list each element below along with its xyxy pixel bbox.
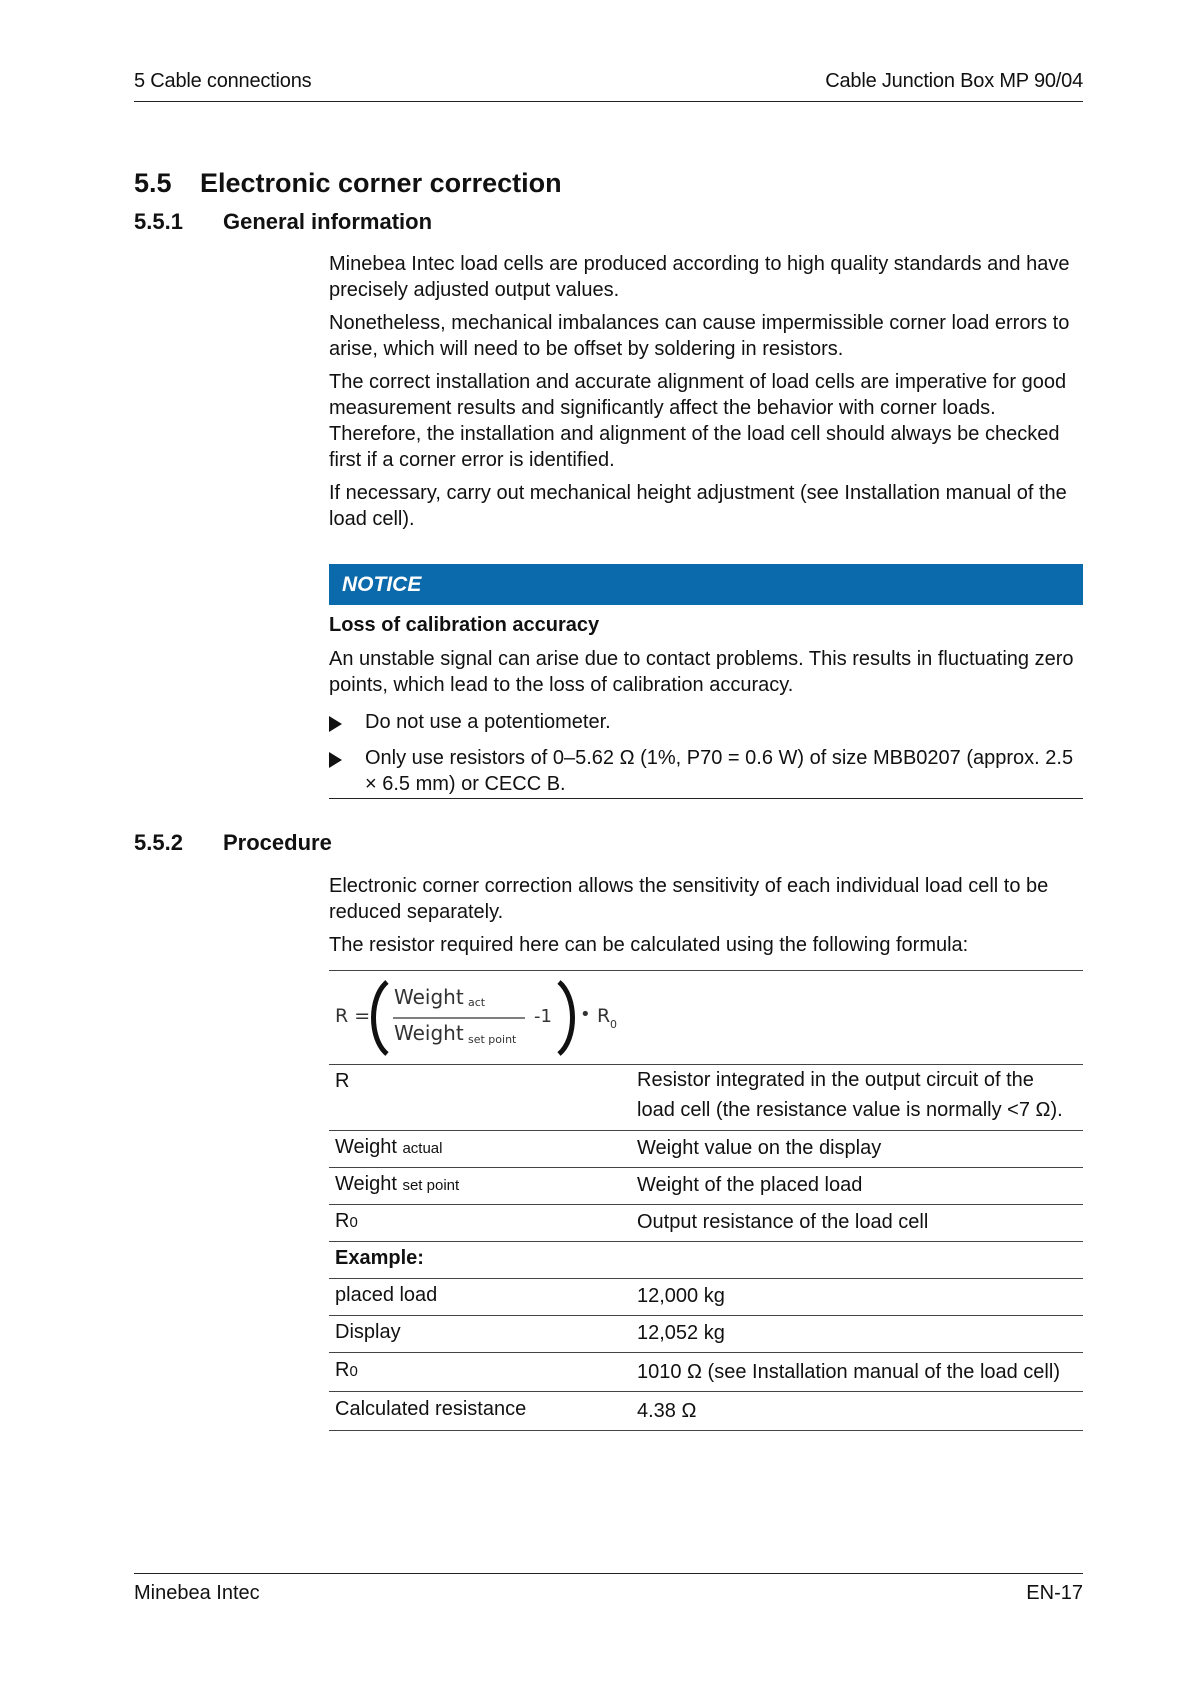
table-row xyxy=(329,1064,1083,1130)
formula-r-sub: 0 xyxy=(610,1018,617,1031)
example-value: 1010 Ω (see Installation manual of the load cell) xyxy=(637,1361,1060,1383)
table-row xyxy=(329,1167,1083,1204)
triangle-bullet-icon xyxy=(329,752,342,768)
notice-text: An unstable signal can arise due to contact problems. This results in fluctuating zero points, which lead to the loss of calibration accuracy. xyxy=(329,648,1074,696)
table-row xyxy=(329,1130,1083,1167)
paragraph: Minebea Intec load cells are produced according to high quality standards and have precisely adjusted output values. xyxy=(329,253,1070,301)
row-term: R xyxy=(335,1070,350,1092)
notice-divider xyxy=(329,798,1083,799)
row-description: Resistor integrated in the output circuit of the load cell (the resistance value is normally <7 Ω). xyxy=(637,1069,1063,1121)
paragraph: If necessary, carry out mechanical height adjustment (see Installation manual of the load cell). xyxy=(329,482,1067,530)
row-description: Weight of the placed load xyxy=(637,1174,863,1196)
formula-denominator-sub: set point xyxy=(468,1033,517,1046)
example-value: 4.38 Ω xyxy=(637,1400,697,1422)
example-term: Display xyxy=(335,1321,401,1343)
formula-r: R xyxy=(597,1005,611,1027)
section-number: 5.5 xyxy=(134,168,172,198)
footer-company: Minebea Intec xyxy=(134,1582,260,1604)
formula-numerator-sub: act xyxy=(468,996,486,1009)
bullet-text: Do not use a potentiometer. xyxy=(365,711,611,733)
formula-lhs: R = xyxy=(335,1005,371,1027)
table-rule xyxy=(329,970,1083,971)
paragraph: Electronic corner correction allows the sensitivity of each individual load cell to be reduced separately. xyxy=(329,875,1049,923)
table-rule xyxy=(329,1430,1083,1431)
formula-numerator: Weight xyxy=(394,985,464,1009)
formula-denominator: Weight xyxy=(394,1021,464,1045)
table-row xyxy=(329,1204,1083,1241)
row-description: Weight value on the display xyxy=(637,1137,882,1159)
example-term: R0 xyxy=(335,1359,358,1381)
page-number: EN-17 xyxy=(1026,1582,1083,1604)
subsection-title-general: General information xyxy=(223,209,433,234)
table-row xyxy=(329,1391,1083,1430)
subsection-number-general: 5.5.1 xyxy=(134,209,183,234)
example-value: 12,000 kg xyxy=(637,1285,725,1307)
notice-label: NOTICE xyxy=(342,573,422,596)
running-header-product: Cable Junction Box MP 90/04 xyxy=(825,70,1083,92)
footer-divider xyxy=(134,1573,1083,1574)
example-term: placed load xyxy=(335,1284,438,1306)
bullet-text: Only use resistors of 0–5.62 Ω (1%, P70 = 0.6 W) of size MBB0207 (approx. 2.5 × 6.5 mm) or CECC B. xyxy=(365,747,1074,795)
section-title: Electronic corner correction xyxy=(200,168,562,198)
general-information-text xyxy=(329,251,1083,539)
subsection-number-procedure: 5.5.2 xyxy=(134,830,183,855)
table-row xyxy=(329,1315,1083,1352)
example-label: Example: xyxy=(335,1247,424,1269)
paragraph: The resistor required here can be calculated using the following formula: xyxy=(329,934,969,956)
table-row xyxy=(329,1278,1083,1315)
triangle-bullet-icon xyxy=(329,716,342,732)
example-term: Calculated resistance xyxy=(335,1398,527,1420)
example-value: 12,052 kg xyxy=(637,1322,725,1344)
notice-title: Loss of calibration accuracy xyxy=(329,614,600,636)
formula-multiply: • xyxy=(580,1004,591,1025)
table-row xyxy=(329,1241,1083,1278)
row-term: Weight set point xyxy=(335,1173,460,1195)
row-term: R0 xyxy=(335,1210,358,1232)
procedure-text xyxy=(329,873,1083,965)
right-paren-icon xyxy=(559,982,573,1054)
table-row xyxy=(329,1352,1083,1391)
subsection-title-procedure: Procedure xyxy=(223,830,332,855)
running-header-chapter: 5 Cable connections xyxy=(134,70,312,92)
paragraph: The correct installation and accurate alignment of load cells are imperative for good measurement results and significantly affect the behavior with corner loads. Therefore, the installation and alignment of the load cell should always be checked first if a corner error is identified. xyxy=(329,371,1067,471)
row-term: Weight actual xyxy=(335,1136,443,1158)
notice-banner xyxy=(329,564,1083,605)
header-divider xyxy=(134,101,1083,102)
formula-minus-one: -1 xyxy=(534,1006,552,1027)
row-description: Output resistance of the load cell xyxy=(637,1211,929,1233)
correction-formula xyxy=(329,972,1083,1064)
left-paren-icon xyxy=(374,982,388,1054)
paragraph: Nonetheless, mechanical imbalances can cause impermissible corner load errors to arise, which will need to be offset by soldering in resistors. xyxy=(329,312,1070,360)
